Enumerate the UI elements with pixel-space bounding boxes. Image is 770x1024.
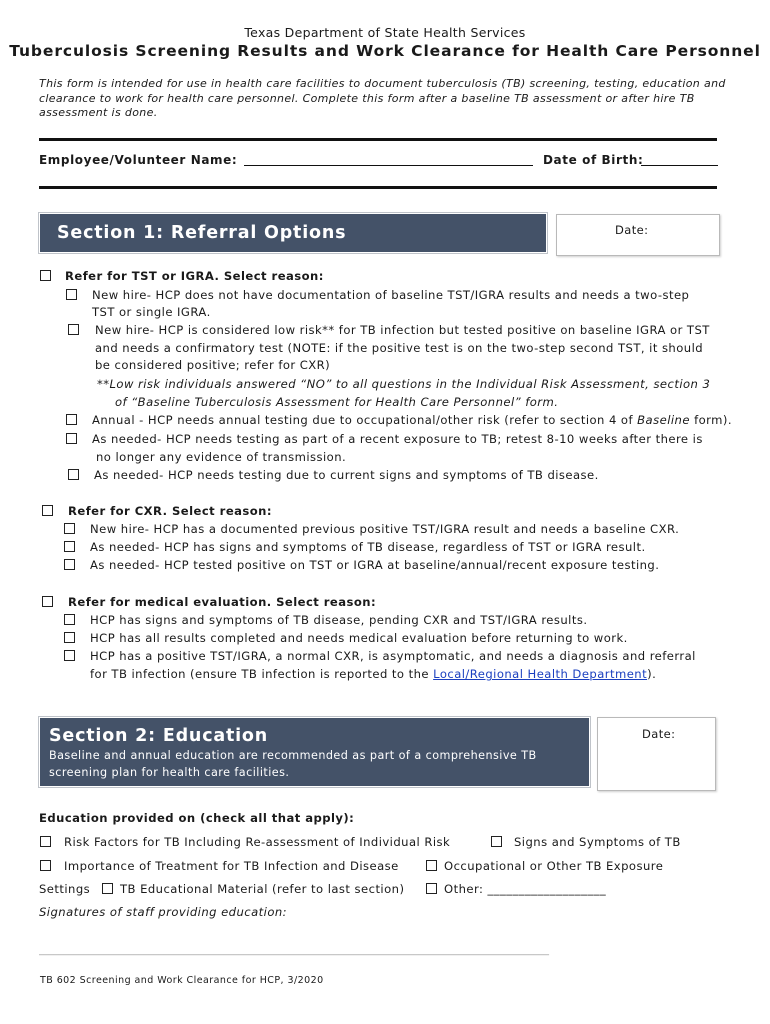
checkbox-edu-educational-material[interactable] [102,883,113,894]
section2-subtitle-line1: Baseline and annual education are recommended as part of a comprehensive TB [49,749,537,762]
tst-reason-3 [92,412,732,430]
tst-reason-2-line1: New hire- HCP is considered low risk** for TB infection but tested positive on baseline IGRA or TST [95,323,710,337]
tst-igra-heading: Refer for TST or IGRA. Select reason: [65,269,324,283]
med-reason-3-line1: HCP has a positive TST/IGRA, a normal CXR, is asymptomatic, and needs a diagnosis and referral [90,649,696,663]
checkbox-edu-signs-symptoms[interactable] [491,836,502,847]
checkbox-edu-other[interactable] [426,883,437,894]
low-risk-note-line1: **Low risk individuals answered “NO” to all questions in the Individual Risk Assessment, section 3 [97,377,711,391]
employee-name-label: Employee/Volunteer Name: [39,153,238,167]
tst-reason-5: As needed- HCP needs testing due to current signs and symptoms of TB disease. [94,468,599,482]
checkbox-tst-new-hire-low-risk[interactable] [68,324,79,335]
agency-name: Texas Department of State Health Services [244,25,526,40]
section2-date-label: Date: [642,727,676,741]
tst-reason-4-line1: As needed- HCP needs testing as part of a recent exposure to TB; retest 8-10 weeks after there is [92,432,703,446]
med-reason-3-line2 [90,666,656,684]
form-footer: TB 602 Screening and Work Clearance for HCP, 3/2020 [40,975,324,986]
tst-reason-1-line1: New hire- HCP does not have documentation of baseline TST/IGRA results and needs a two-step [92,288,690,302]
section2-header [39,717,590,787]
medical-evaluation-heading: Refer for medical evaluation. Select reason: [68,595,377,609]
tst-reason-2-line2: and needs a confirmatory test (NOTE: if the positive test is on the two-step second TST, it should [95,341,704,355]
checkbox-refer-tst-igra[interactable] [40,270,51,281]
edu-settings-label: Settings [39,882,91,896]
section1-date-label: Date: [615,223,649,237]
edu-material-label: TB Educational Material (refer to last section) [120,882,405,896]
low-risk-note-line2: of “Baseline Tuberculosis Assessment for Health Care Personnel” form. [115,395,559,409]
checkbox-refer-medical-evaluation[interactable] [42,596,53,607]
signature-line[interactable]: ______________________________________________________________________________________________________ [39,945,549,956]
med-reason-3-text: for TB infection (ensure TB infection is reported to the [90,667,429,681]
checkbox-cxr-positive-test[interactable] [64,559,75,570]
intro-text: This form is intended for use in health care facilities to document tuberculosis (TB) screening, testing, education and clearance to work for health care personnel. Complete this form after a baseline TB assessment or after hire TB assessment is done. [39,77,726,119]
cxr-heading: Refer for CXR. Select reason: [68,504,272,518]
checkbox-tst-as-needed-symptoms[interactable] [68,469,79,480]
cxr-reason-3: As needed- HCP tested positive on TST or IGRA at baseline/annual/recent exposure testing. [90,558,660,572]
tst-reason-1-line2: TST or single IGRA. [92,305,211,319]
checkbox-cxr-new-hire[interactable] [64,523,75,534]
tst-reason-3-baseline: Baseline [637,413,690,427]
cxr-reason-2: As needed- HCP has signs and symptoms of TB disease, regardless of TST or IGRA result. [90,540,646,554]
tst-reason-2-line3: be considered positive; refer for CXR) [95,358,331,372]
section2-title: Section 2: Education [49,726,269,746]
section2-subtitle-line2: screening plan for health care facilities. [49,766,290,779]
local-health-department-link[interactable]: Local/Regional Health Department [433,667,648,681]
checkbox-edu-occupational-exposure[interactable] [426,860,437,871]
edu-occupational-label: Occupational or Other TB Exposure [444,859,664,873]
checkbox-edu-risk-factors[interactable] [40,836,51,847]
checkbox-tst-annual[interactable] [66,414,77,425]
form-title: Tuberculosis Screening Results and Work Clearance for Health Care Personnel [9,42,761,60]
dob-label: Date of Birth: [543,153,644,167]
edu-risk-factors-label: Risk Factors for TB Including Re-assessment of Individual Risk [64,835,451,849]
checkbox-tst-as-needed-exposure[interactable] [66,433,77,444]
checkbox-med-positive-normal-cxr[interactable] [64,650,75,661]
section2-date-box[interactable] [597,717,716,791]
checkbox-tst-new-hire-no-documentation[interactable] [66,289,77,300]
edu-signs-symptoms-label: Signs and Symptoms of TB [514,835,681,849]
checkbox-med-symptoms-pending[interactable] [64,614,75,625]
edu-other-label: Other: ___________________ [444,882,607,896]
tst-reason-4-line2: no longer any evidence of transmission. [96,450,347,464]
education-heading: Education provided on (check all that apply): [39,811,355,825]
signatures-label: Signatures of staff providing education: [39,905,288,919]
med-reason-1: HCP has signs and symptoms of TB disease, pending CXR and TST/IGRA results. [90,613,588,627]
edu-importance-label: Importance of Treatment for TB Infection and Disease [64,859,399,873]
tst-reason-3-end: form). [694,413,733,427]
checkbox-cxr-symptoms[interactable] [64,541,75,552]
tst-reason-3-text: Annual - HCP needs annual testing due to occupational/other risk (refer to section 4 of [92,413,634,427]
section1-title: Section 1: Referral Options [57,223,347,243]
checkbox-edu-importance-treatment[interactable] [40,860,51,871]
med-reason-2: HCP has all results completed and needs medical evaluation before returning to work. [90,631,628,645]
med-reason-3-end: ). [647,667,657,681]
cxr-reason-1: New hire- HCP has a documented previous positive TST/IGRA result and needs a baseline CXR. [90,522,680,536]
checkbox-med-results-complete[interactable] [64,632,75,643]
checkbox-refer-cxr[interactable] [42,505,53,516]
